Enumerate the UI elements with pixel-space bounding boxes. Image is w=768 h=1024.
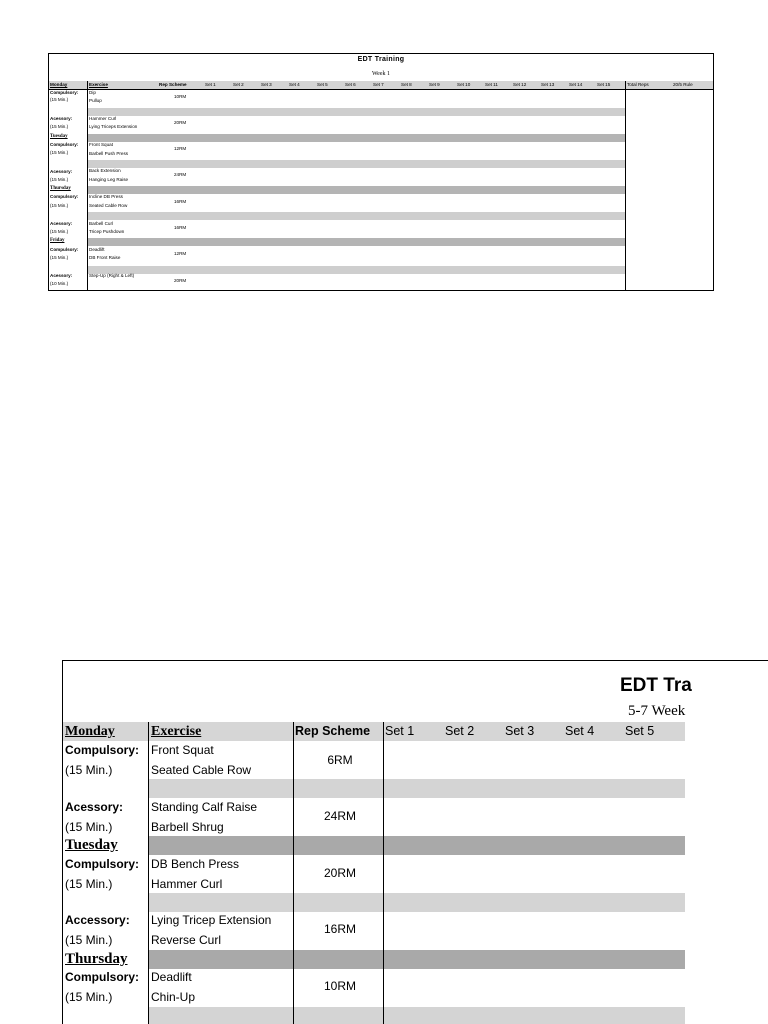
block-label: Acessory: xyxy=(50,169,73,174)
sheet-title: EDT Tra xyxy=(620,675,692,696)
block-label: Compulsory: xyxy=(50,247,79,252)
exercise-name: Seated Cable Row xyxy=(89,203,128,208)
exercise-name: Barbell Curl xyxy=(89,221,113,226)
header-set: Set 2 xyxy=(233,82,244,87)
exercise-name: Deadlift xyxy=(151,970,192,984)
exercise-name: Incline DB Press xyxy=(89,194,123,199)
training-sheet-week1 xyxy=(48,53,714,291)
exercise-name: Back Extension xyxy=(89,168,121,173)
block-label: Accessory: xyxy=(65,913,130,927)
day-band xyxy=(87,186,625,194)
header-exercise: Exercise xyxy=(89,82,108,87)
header-set: Set 5 xyxy=(625,724,655,738)
block-label: Acessory: xyxy=(65,800,124,814)
header-set: Set 4 xyxy=(289,82,300,87)
header-set: Set 6 xyxy=(345,82,356,87)
day-band xyxy=(87,238,625,246)
block-label: Acessory: xyxy=(50,116,73,121)
header-set: Set 11 xyxy=(485,82,498,87)
day-heading: Thursday xyxy=(65,951,128,967)
rep-scheme: 16RM xyxy=(174,225,187,230)
exercise-name: Front Squat xyxy=(151,743,214,757)
block-label: Compulsory: xyxy=(65,743,140,757)
week-label: 5-7 Week xyxy=(628,703,686,719)
block-label: Compulsory: xyxy=(50,142,79,147)
block-duration: (15 Min.) xyxy=(50,203,69,208)
day-heading: Friday xyxy=(50,238,65,243)
rep-scheme: 10RM xyxy=(174,94,187,99)
header-set: Set 1 xyxy=(205,82,216,87)
header-set: Set 4 xyxy=(565,724,595,738)
header-set: Set 13 xyxy=(541,82,555,87)
block-duration: (15 Min.) xyxy=(50,124,69,129)
rep-scheme: 16RM xyxy=(174,199,187,204)
header-set: Set 3 xyxy=(505,724,535,738)
header-set: Set 15 xyxy=(597,82,611,87)
header-rep-scheme: Rep Scheme xyxy=(295,724,371,738)
exercise-name: DB Front Raise xyxy=(89,255,121,260)
header-set: Set 1 xyxy=(385,724,415,738)
day-heading: Tuesday xyxy=(65,837,118,853)
header-set: Set 7 xyxy=(373,82,384,87)
column-divider xyxy=(625,81,626,290)
sheet-title: EDT Training xyxy=(357,56,405,63)
rep-scheme: 20RM xyxy=(174,120,187,125)
exercise-name: Reverse Curl xyxy=(151,933,222,947)
header-total-reps: Total Reps xyxy=(627,82,649,87)
block-duration: (15 Min.) xyxy=(50,177,69,182)
header-set: Set 10 xyxy=(457,82,471,87)
exercise-name: Hanging Leg Raise xyxy=(89,177,129,182)
exercise-name: Front Squat xyxy=(89,142,114,147)
block-duration: (10 Min.) xyxy=(50,281,69,286)
header-set: Set 5 xyxy=(317,82,328,87)
exercise-name: Seated Cable Row xyxy=(151,763,252,777)
header-rep-scheme: Rep Scheme xyxy=(159,82,187,87)
exercise-name: Chin-Up xyxy=(151,990,196,1004)
header-exercise: Exercise xyxy=(151,724,202,739)
rep-scheme: 12RM xyxy=(174,251,187,256)
exercise-name: Lying Triceps Extension xyxy=(89,124,138,129)
header-row xyxy=(49,81,713,90)
block-label: Compulsory: xyxy=(65,857,140,871)
block-duration: (15 Min.) xyxy=(50,255,69,260)
rep-scheme: 24RM xyxy=(323,809,356,823)
block-label: Compulsory: xyxy=(50,90,79,95)
exercise-name: Standing Calf Raise xyxy=(151,800,258,814)
block-duration: (15 Min.) xyxy=(65,877,113,891)
header-set: Set 9 xyxy=(429,82,440,87)
block-label: Compulsory: xyxy=(50,194,79,199)
rep-scheme: 16RM xyxy=(323,922,356,936)
exercise-name: Lying Tricep Extension xyxy=(151,913,272,927)
row-separator xyxy=(87,266,625,274)
block-duration: (15 Min.) xyxy=(65,763,113,777)
rep-scheme: 10RM xyxy=(323,979,356,993)
block-duration: (15 Min.) xyxy=(65,820,113,834)
row-separator xyxy=(149,779,685,798)
day-band xyxy=(149,950,685,969)
header-day: Monday xyxy=(50,82,68,87)
block-duration: (15 Min.) xyxy=(50,150,69,155)
exercise-name: Dip xyxy=(89,90,96,95)
day-heading: Tuesday xyxy=(50,134,68,139)
block-duration: (15 Min.) xyxy=(50,229,69,234)
exercise-name: Hammer Curl xyxy=(89,116,117,121)
rep-scheme: 20RM xyxy=(174,278,187,283)
header-set: Set 3 xyxy=(261,82,272,87)
rep-scheme: 20RM xyxy=(323,866,356,880)
row-separator xyxy=(87,108,625,116)
exercise-name: DB Bench Press xyxy=(151,857,240,871)
exercise-name: Pullup xyxy=(89,98,102,103)
exercise-name: Barbell Push Press xyxy=(89,151,129,156)
block-label: Compulsory: xyxy=(65,970,140,984)
header-set: Set 12 xyxy=(513,82,527,87)
row-separator xyxy=(87,160,625,168)
week-label: Week 1 xyxy=(371,71,390,77)
exercise-name: Barbell Shrug xyxy=(151,820,224,834)
block-duration: (15 Min.) xyxy=(65,990,113,1004)
row-separator xyxy=(149,1007,685,1024)
header-day: Monday xyxy=(65,724,115,739)
header-set: Set 8 xyxy=(401,82,412,87)
block-duration: (15 Min.) xyxy=(65,933,113,947)
training-sheet-week5-7 xyxy=(62,660,768,1024)
exercise-name: Deadlift xyxy=(89,247,105,252)
column-divider xyxy=(293,722,294,1024)
rep-scheme: 6RM xyxy=(327,753,353,767)
block-label: Acessory: xyxy=(50,221,73,226)
exercise-name: Hammer Curl xyxy=(151,877,223,891)
column-divider xyxy=(87,81,88,290)
rep-scheme: 12RM xyxy=(174,146,187,151)
header-row xyxy=(63,722,685,741)
block-label: Acessory: xyxy=(50,273,73,278)
exercise-name: Tricep Pushdown xyxy=(89,229,125,234)
header-rule: 20/5 Rule xyxy=(673,82,693,87)
row-separator xyxy=(87,212,625,220)
rep-scheme: 24RM xyxy=(174,172,187,177)
day-heading: Thursday xyxy=(50,186,71,191)
block-duration: (15 Min.) xyxy=(50,97,69,102)
header-set: Set 2 xyxy=(445,724,475,738)
day-band xyxy=(149,836,685,855)
day-band xyxy=(87,134,625,142)
exercise-name: Step-Up (Right & Left) xyxy=(89,273,135,278)
column-divider xyxy=(148,722,149,1024)
header-set: Set 14 xyxy=(569,82,583,87)
